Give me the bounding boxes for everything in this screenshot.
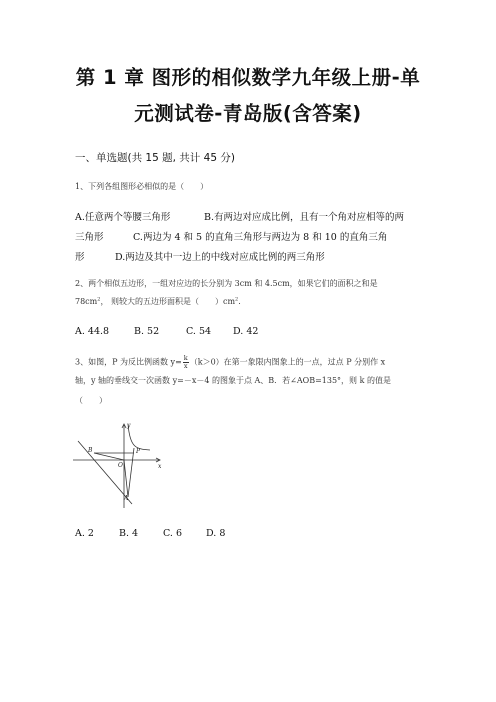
question-1-option-b: B.有两边对应成比例，且有一个角对应相等的两 bbox=[204, 212, 405, 223]
document-title-line-1: 第 1 章 图形的相似数学九年级上册-单 bbox=[75, 66, 421, 89]
segment-ob bbox=[94, 453, 124, 460]
question-3-stem-line-3: （ ） bbox=[75, 396, 107, 405]
question-1-option-c-continued: 形 bbox=[75, 252, 85, 263]
section-heading: 一、单选题(共 15 题, 共计 45 分) bbox=[75, 152, 235, 164]
label-y: y bbox=[127, 422, 131, 429]
label-a: A bbox=[124, 495, 129, 502]
question-1-option-a: A.任意两个等腰三角形 bbox=[75, 212, 171, 223]
hyperbola-curve bbox=[128, 424, 150, 450]
question-2-stem-line-2: $78cm^2$， 则较大的五边形面积是（ ）$cm^2$. bbox=[75, 296, 241, 306]
label-x: x bbox=[158, 463, 162, 470]
question-3-option-c: C. 6 bbox=[163, 528, 183, 539]
fraction-k-over-x: $\frac{k}{x}$ bbox=[183, 354, 188, 370]
question-1-option-c: C.两边为 4 和 5 的直角三角形与两边为 8 和 10 的直角三角 bbox=[133, 232, 388, 243]
question-3-option-a: A. 2 bbox=[75, 528, 94, 539]
label-p: P bbox=[136, 448, 141, 455]
segment-oa bbox=[124, 460, 128, 497]
segment-pa bbox=[128, 448, 134, 497]
question-1-stem: 1、下列各组图形必相似的是（ ） bbox=[75, 182, 209, 191]
question-3-figure bbox=[70, 418, 180, 510]
question-3-stem-line-1: 3、如图，P 为反比例函数 y= $\frac{k}{x}$ （k＞0）在第一象限内图象上的一点，过点 P 分别作 x bbox=[75, 354, 386, 370]
question-2-stem-line-1: 2、两个相似五边形，一组对应边的长分别为 3cm 和 4.5cm，如果它们的面积之和是 bbox=[75, 279, 378, 288]
question-2-option-a: A. 44.8 bbox=[75, 326, 110, 337]
question-3-option-d: D. 8 bbox=[206, 528, 226, 539]
question-3-option-b: B. 4 bbox=[119, 528, 139, 539]
label-b: B bbox=[88, 447, 93, 454]
question-3-stem-line-2: 轴，y 轴的垂线交一次函数 y=－x－4 的图象于点 A、B．若∠AOB=135°，则 k 的值是 bbox=[75, 376, 391, 385]
question-1-option-b-continued: 三角形 bbox=[75, 232, 104, 243]
question-2-option-c: C. 54 bbox=[186, 326, 212, 337]
question-2-option-d: D. 42 bbox=[233, 326, 259, 337]
label-o: O bbox=[118, 462, 123, 469]
document-title-line-2: 元测试卷-青岛版(含答案) bbox=[134, 102, 362, 125]
question-1-option-d: D.两边及其中一边上的中线对应成比例的两三角形 bbox=[115, 252, 325, 263]
question-2-option-b: B. 52 bbox=[134, 326, 160, 337]
